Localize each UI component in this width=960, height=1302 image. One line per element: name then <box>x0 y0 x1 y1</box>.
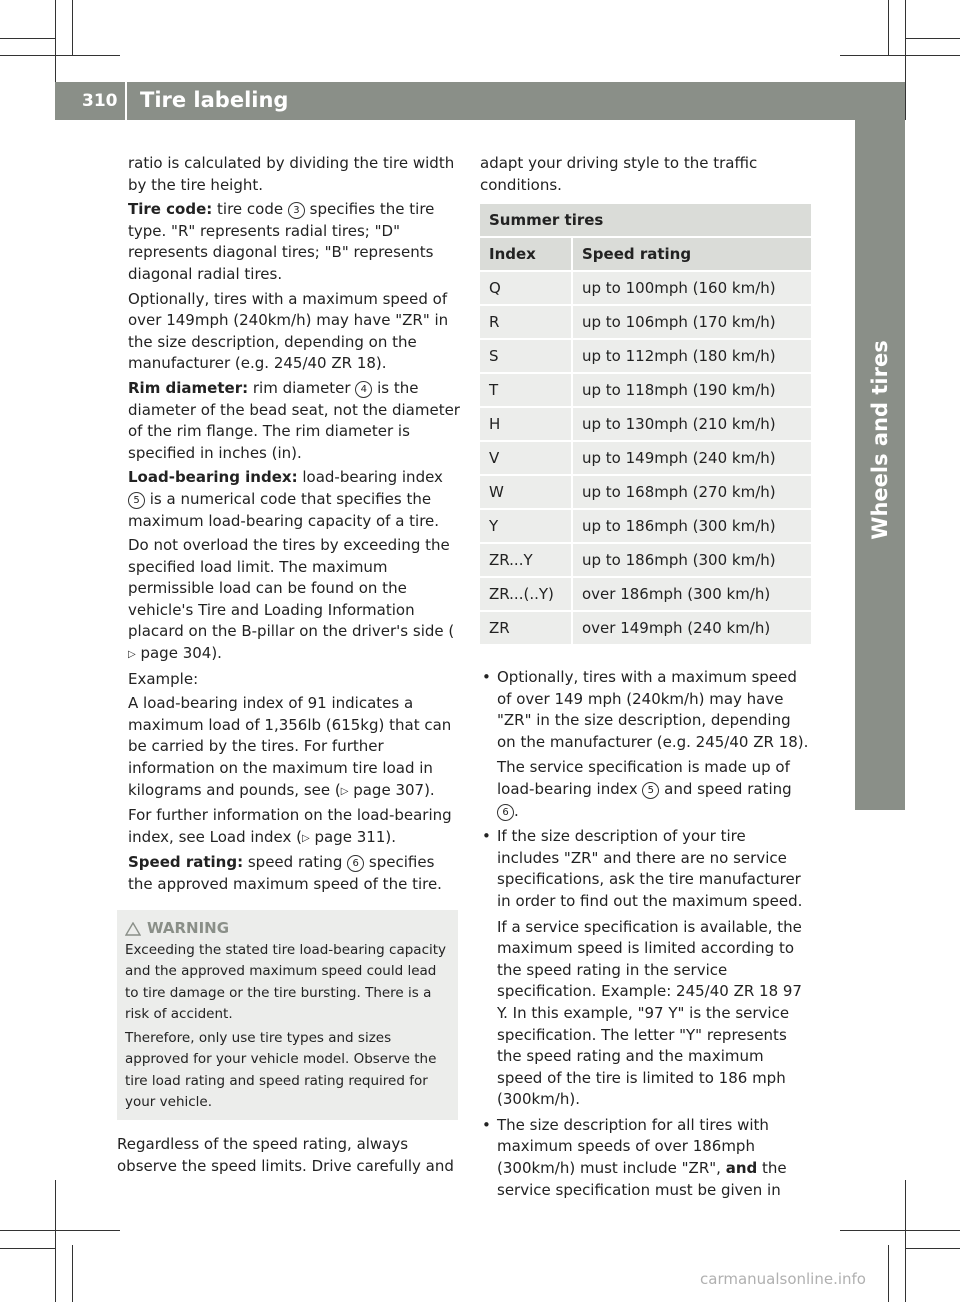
column-header: Index <box>480 238 573 270</box>
speed-cell: up to 186mph (300 km/h) <box>573 510 811 542</box>
index-cell: ZR...(..Y) <box>480 578 573 610</box>
table-row <box>480 476 811 508</box>
text: is the diameter of the bead seat, not the diameter of the rim flange. The rim diameter is specified in inches (in). <box>128 378 460 462</box>
table-row <box>480 442 811 474</box>
paragraph: ratio is calculated by dividing the tire width by the tire height. <box>128 154 455 194</box>
side-tab-label-wrap <box>856 120 904 760</box>
text: specifies the approved maximum speed of the tire. <box>128 853 442 893</box>
term-label: Speed rating: <box>128 853 244 872</box>
table-row <box>480 306 811 338</box>
paragraph <box>497 757 812 822</box>
index-cell: W <box>480 476 573 508</box>
speed-cell: over 149mph (240 km/h) <box>573 612 811 644</box>
table-row <box>480 544 811 576</box>
speed-cell: up to 168mph (270 km/h) <box>573 476 811 508</box>
left-column <box>128 153 460 899</box>
column-header: Speed rating <box>573 238 811 270</box>
table-row <box>480 272 811 304</box>
crop-mark <box>0 1248 55 1249</box>
page-ref-arrow-icon: ▷ <box>302 832 310 844</box>
crop-mark <box>0 55 120 56</box>
paragraph <box>128 535 460 666</box>
warning-text: Therefore, only use tire types and sizes approved for your vehicle model. Observe the tire load rating and speed rating required for your vehicle. <box>125 1029 437 1110</box>
paragraph: • If the size description of your tire includes "ZR" and there are no service specifications, ask the tire manufacturer in order to find out the maximum speed. <box>497 827 803 910</box>
crop-mark <box>840 55 960 56</box>
index-cell: V <box>480 442 573 474</box>
table-title: Summer tires <box>480 204 811 236</box>
text: load-bearing index <box>297 468 443 487</box>
index-cell: ZR...Y <box>480 544 573 576</box>
crop-mark <box>840 1230 960 1231</box>
watermark-logo: carmanualsonline.info <box>700 1270 866 1288</box>
paragraph <box>497 1115 812 1201</box>
text: The size description for all tires with maximum speeds of over 186mph (300km/h) must include "ZR", <box>497 1115 769 1178</box>
warning-header <box>125 918 450 940</box>
text: For further information on the load-bearing index, see Load index ( <box>128 806 452 846</box>
index-cell: H <box>480 408 573 440</box>
paragraph <box>128 467 460 532</box>
table-row <box>480 510 811 542</box>
crop-mark <box>888 1245 889 1302</box>
text: The service specification is made up of load-bearing index <box>497 758 790 798</box>
page-ref-arrow-icon: ▷ <box>340 785 349 797</box>
speed-cell: over 186mph (300 km/h) <box>573 578 811 610</box>
callout-marker: 6 <box>347 855 364 872</box>
text: rim diameter <box>248 378 356 397</box>
page-ref-link[interactable]: page 307). <box>348 780 435 799</box>
page-title: Tire labeling <box>140 88 289 112</box>
index-cell: T <box>480 374 573 406</box>
text: tire code <box>212 200 288 219</box>
crop-mark <box>72 0 73 55</box>
paragraph: If a service specification is available, the maximum speed is limited according to the speed rating in the service specification. Example: 245/40 ZR 18 97 Y. In this example, "97 Y" is the service specification. The letter "Y" represents the speed rating and the maximum speed of the tire is limited to 186 mph (300km/h). <box>497 917 802 1109</box>
callout-marker: 5 <box>128 492 145 509</box>
paragraph: adapt your driving style to the traffic conditions. <box>480 154 758 194</box>
term-label: Tire code: <box>128 200 213 219</box>
speed-cell: up to 112mph (180 km/h) <box>573 340 811 372</box>
table-header-row <box>480 238 811 270</box>
speed-rating-table <box>480 202 811 646</box>
text: speed rating <box>243 853 348 872</box>
page-number: 310 <box>82 91 118 111</box>
speed-cell: up to 186mph (300 km/h) <box>573 544 811 576</box>
paragraph: • Optionally, tires with a maximum speed of over 149 mph (240km/h) may have "ZR" in the size description, depending on the manufacturer (e.g. 245/40 ZR 18). <box>497 668 809 751</box>
paragraph <box>128 378 460 464</box>
speed-cell: up to 106mph (170 km/h) <box>573 306 811 338</box>
table-row <box>480 340 811 372</box>
crop-mark <box>55 1180 56 1302</box>
term-label: Rim diameter: <box>128 378 249 397</box>
table-row <box>480 408 811 440</box>
crop-mark <box>0 38 55 39</box>
callout-marker: 4 <box>355 381 372 398</box>
warning-text: Exceeding the stated tire load-bearing capacity and the approved maximum speed could lead to tire damage or the tire bursting. There is a risk of accident. <box>125 941 447 1022</box>
crop-mark <box>888 0 889 55</box>
list-item <box>480 667 812 822</box>
page-ref-link[interactable]: page 311). <box>309 827 396 846</box>
paragraph <box>128 693 460 802</box>
paragraph: Regardless of the speed rating, always observe the speed limits. Drive carefully and <box>117 1135 454 1175</box>
paragraph: Optionally, tires with a maximum speed of over 149mph (240km/h) may have "ZR" in the size description, depending on the manufacturer (e.g. 245/40 ZR 18). <box>128 289 449 373</box>
term-label: Load-bearing index: <box>128 468 298 487</box>
speed-cell: up to 149mph (240 km/h) <box>573 442 811 474</box>
left-column-after <box>117 1134 462 1180</box>
table-title-row <box>480 204 811 236</box>
list-item <box>480 826 812 1111</box>
text: is a numerical code that specifies the maximum load-bearing capacity of a tire. <box>128 489 440 530</box>
table-row <box>480 374 811 406</box>
callout-marker: 3 <box>288 202 305 219</box>
index-cell: ZR <box>480 612 573 644</box>
right-intro <box>480 153 810 199</box>
text: the service specification must be given in <box>497 1159 787 1199</box>
paragraph <box>128 805 460 849</box>
speed-cell: up to 130mph (210 km/h) <box>573 408 811 440</box>
text: . <box>514 801 519 820</box>
index-cell: S <box>480 340 573 372</box>
crop-mark <box>905 0 906 120</box>
crop-mark <box>905 38 960 39</box>
paragraph: Example: <box>128 669 199 688</box>
text: specifies the tire type. "R" represents radial tires; "D" represents diagonal tires; "B" represents diagonal radial tires. <box>128 200 435 283</box>
bullet-list <box>480 667 812 1205</box>
crop-mark <box>905 1180 906 1302</box>
warning-triangle-icon <box>125 922 141 936</box>
header-divider <box>125 82 127 120</box>
bold-text: and <box>725 1159 758 1178</box>
paragraph <box>128 199 460 285</box>
text: and speed rating <box>659 779 792 798</box>
side-tab-label: Wheels and tires <box>868 340 892 540</box>
list-item <box>480 1115 812 1201</box>
callout-marker: 6 <box>497 804 514 821</box>
crop-mark <box>0 1230 120 1231</box>
page-ref-arrow-icon: ▷ <box>128 649 136 661</box>
paragraph <box>128 852 460 895</box>
table-row <box>480 578 811 610</box>
text: A load-bearing index of 91 indicates a maximum load of 1,356lb (615kg) that can be carried by the tires. For further information on the maximum tire load in kilograms and pounds, see ( <box>128 694 452 799</box>
speed-cell: up to 100mph (160 km/h) <box>573 272 811 304</box>
text: Do not overload the tires by exceeding the specified load limit. The maximum permissible load can be found on the vehicle's Tire and Loading Information placard on the B-pillar on the driver's side ( <box>128 536 455 641</box>
table-row <box>480 612 811 644</box>
page-ref-link[interactable]: page 304). <box>135 644 222 663</box>
warning-title: WARNING <box>147 919 230 937</box>
speed-cell: up to 118mph (190 km/h) <box>573 374 811 406</box>
crop-mark <box>72 1245 73 1302</box>
callout-marker: 5 <box>642 782 659 799</box>
crop-mark <box>905 1248 960 1249</box>
index-cell: R <box>480 306 573 338</box>
index-cell: Y <box>480 510 573 542</box>
index-cell: Q <box>480 272 573 304</box>
warning-box <box>117 910 458 1120</box>
